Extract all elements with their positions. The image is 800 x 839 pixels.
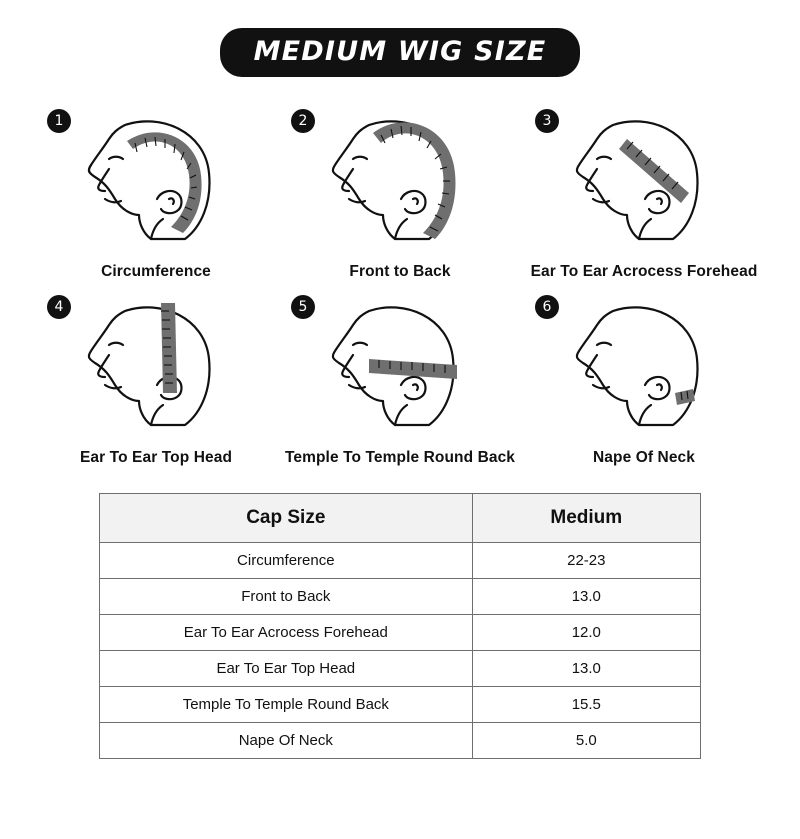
row-value: 5.0 [472, 723, 700, 759]
step-label: Temple To Temple Round Back [284, 449, 516, 466]
head-profile-ear-to-ear-top-icon [65, 289, 255, 439]
measurement-step-2 [278, 103, 522, 281]
step-number-badge: 6 [535, 295, 559, 319]
row-label: Circumference [100, 543, 473, 579]
head-profile-temple-to-temple-icon [309, 289, 499, 439]
row-value: 13.0 [472, 579, 700, 615]
measurement-step-6 [522, 289, 766, 467]
head-profile-ear-to-ear-forehead-icon [553, 103, 743, 253]
head-profile-circumference-icon [65, 103, 255, 253]
tape-measure [369, 359, 457, 379]
tape-measure [161, 303, 177, 393]
title-container [0, 28, 800, 77]
column-header-cap-size: Cap Size [100, 494, 473, 543]
row-label: Front to Back [100, 579, 473, 615]
table-row [100, 615, 701, 651]
step-label: Ear To Ear Top Head [79, 449, 233, 466]
head-profile-front-to-back-icon [309, 103, 499, 253]
table-row [100, 543, 701, 579]
step-4-figure [41, 289, 271, 439]
row-label: Temple To Temple Round Back [100, 687, 473, 723]
measurement-step-3 [522, 103, 766, 281]
table-row [100, 579, 701, 615]
step-label: Circumference [101, 263, 211, 280]
tape-measure [675, 389, 695, 405]
step-6-figure [529, 289, 759, 439]
table-row [100, 723, 701, 759]
row-value: 12.0 [472, 615, 700, 651]
measurement-steps-grid [0, 103, 800, 467]
step-3-figure [529, 103, 759, 253]
tape-measure [619, 139, 689, 203]
step-2-figure [285, 103, 515, 253]
tape-measure [373, 122, 455, 239]
row-value: 15.5 [472, 687, 700, 723]
step-1-figure [41, 103, 271, 253]
head-profile-nape-icon [553, 289, 743, 439]
size-table [99, 493, 701, 759]
column-header-medium: Medium [472, 494, 700, 543]
step-number-badge: 1 [47, 109, 71, 133]
row-value: 22-23 [472, 543, 700, 579]
page-title: MEDIUM WIG SIZE [220, 28, 581, 77]
size-table-head [100, 494, 701, 543]
table-row [100, 687, 701, 723]
size-table-body [100, 543, 701, 759]
step-5-figure [285, 289, 515, 439]
measurement-step-4 [34, 289, 278, 467]
table-header-row [100, 494, 701, 543]
step-number-badge: 3 [535, 109, 559, 133]
row-label: Ear To Ear Top Head [100, 651, 473, 687]
measurement-step-1 [34, 103, 278, 281]
measurement-step-5 [278, 289, 522, 467]
step-label: Nape Of Neck [593, 449, 695, 466]
row-label: Nape Of Neck [100, 723, 473, 759]
step-number-badge: 2 [291, 109, 315, 133]
size-table-container [99, 493, 701, 759]
step-label: Front to Back [349, 263, 451, 280]
row-value: 13.0 [472, 651, 700, 687]
row-label: Ear To Ear Acrocess Forehead [100, 615, 473, 651]
step-number-badge: 5 [291, 295, 315, 319]
step-number-badge: 4 [47, 295, 71, 319]
step-label: Ear To Ear Acrocess Forehead [530, 263, 758, 280]
table-row [100, 651, 701, 687]
